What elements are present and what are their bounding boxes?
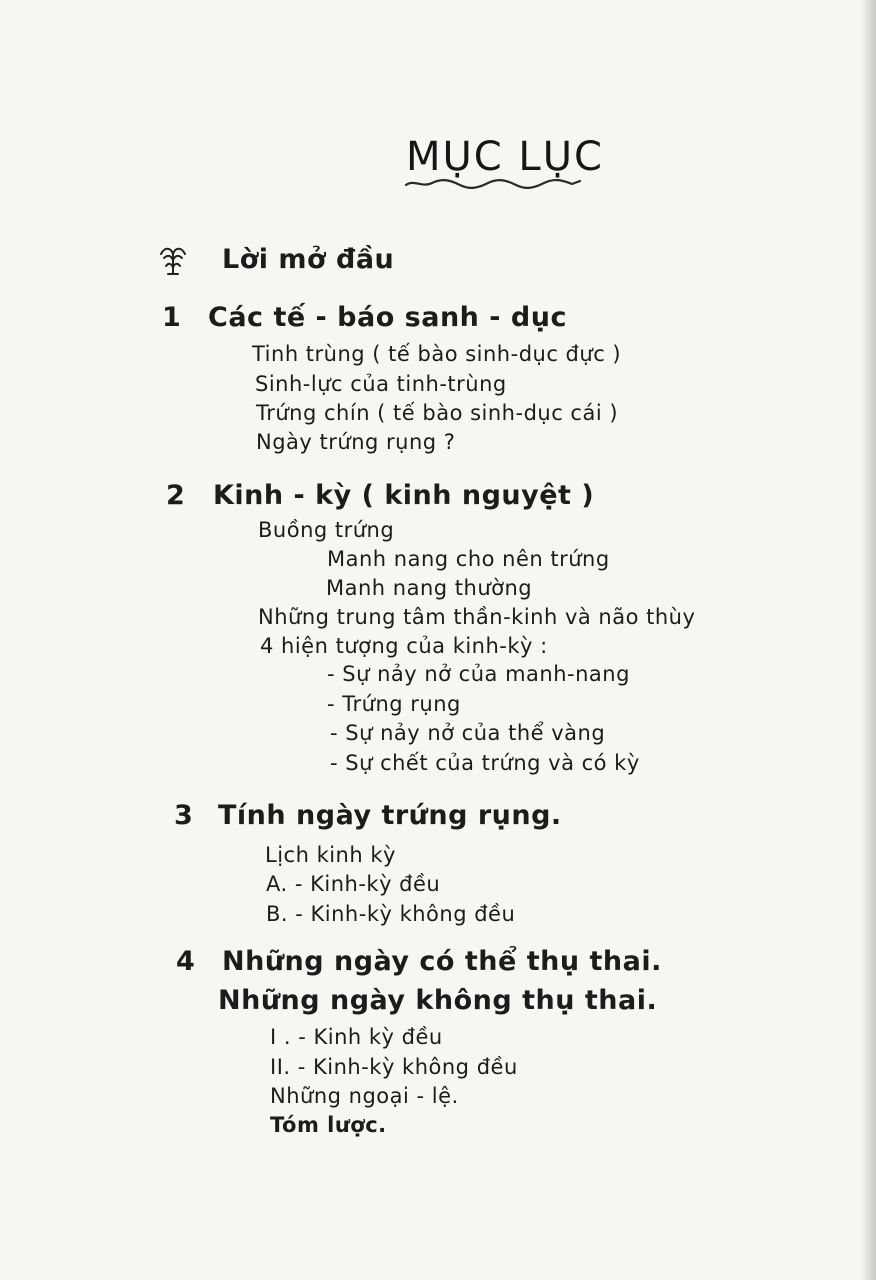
toc-entry: Sinh-lực của tinh-trùng <box>255 372 507 396</box>
toc-entry: Những trung tâm thần-kinh và não thùy <box>258 605 696 629</box>
fleuron-ornament-icon <box>156 244 190 278</box>
toc-entry: B. - Kinh-kỳ không đều <box>266 902 516 926</box>
preface-heading: Lời mở đầu <box>222 244 395 275</box>
toc-entry: Tóm lược. <box>270 1113 387 1137</box>
toc-entry: 4 hiện tượng của kinh-kỳ : <box>260 634 548 658</box>
chapter-number: 2 <box>166 480 185 511</box>
chapter-title: Những ngày có thể thụ thai. <box>222 946 662 977</box>
page-edge <box>862 0 876 1280</box>
toc-entry: - Trứng rụng <box>327 692 461 716</box>
toc-entry: Manh nang thường <box>326 576 533 600</box>
toc-entry: - Sự chết của trứng và có kỳ <box>330 751 640 775</box>
toc-entry: Tinh trùng ( tế bào sinh-dục đực ) <box>252 342 622 366</box>
toc-entry: Lịch kinh kỳ <box>265 843 396 867</box>
toc-entry: - Sự nảy nở của thể vàng <box>330 721 606 745</box>
toc-entry: Buồng trứng <box>258 518 395 542</box>
toc-entry: Ngày trứng rụng ? <box>256 430 456 454</box>
toc-entry: Trứng chín ( tế bào sinh-dục cái ) <box>256 401 619 425</box>
toc-entry: - Sự nảy nở của manh-nang <box>327 662 630 686</box>
page-title: MỤC LỤC <box>406 134 604 180</box>
chapter-title: Tính ngày trứng rụng. <box>218 800 562 831</box>
chapter-title: Các tế - báo sanh - dục <box>208 302 567 333</box>
toc-entry: A. - Kinh-kỳ đều <box>266 872 441 896</box>
toc-entry: Manh nang cho nên trứng <box>327 547 610 571</box>
chapter-number: 3 <box>174 800 193 831</box>
chapter-number: 1 <box>162 302 181 333</box>
chapter-title-continued: Những ngày không thụ thai. <box>218 985 658 1016</box>
toc-entry: I . - Kinh kỳ đều <box>270 1025 443 1049</box>
title-underline-flourish <box>404 176 584 190</box>
chapter-number: 4 <box>176 946 195 977</box>
toc-entry: II. - Kinh-kỳ không đều <box>270 1055 518 1079</box>
toc-entry: Những ngoại - lệ. <box>270 1084 459 1108</box>
chapter-title: Kinh - kỳ ( kinh nguyệt ) <box>213 480 595 511</box>
